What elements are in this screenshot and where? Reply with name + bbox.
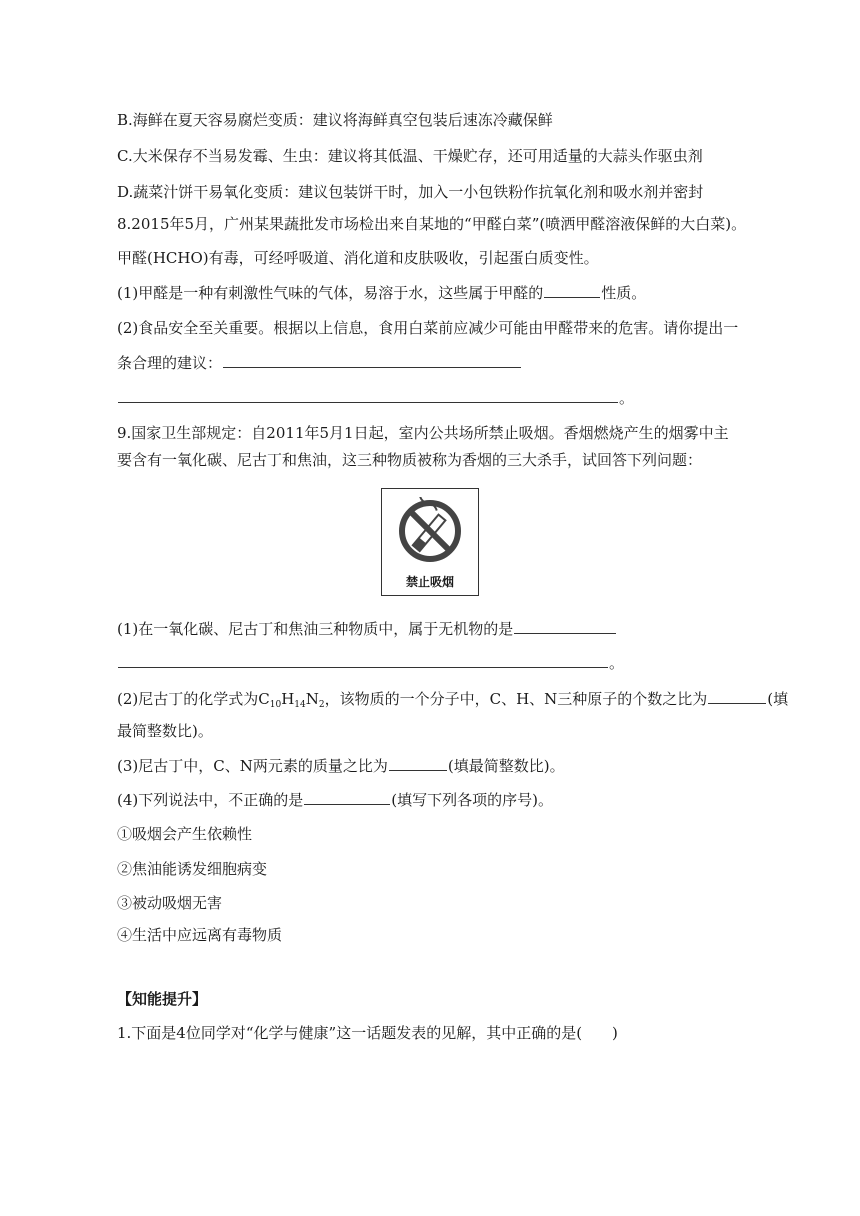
q9-part3-blank[interactable] [389,756,447,771]
q9-option-1: ①吸烟会产生依赖性 [117,825,253,843]
q9-part1-blank-2[interactable] [118,653,608,668]
q9-part1-line2 [117,653,624,673]
sign-label: 禁止吸烟 [405,575,454,589]
q8-stem-line2: 甲醛(HCHO)有毒，可经呼吸道、消化道和皮肤吸收，引起蛋白质变性。 [117,249,599,267]
option-b: B.海鲜在夏天容易腐烂变质：建议将海鲜真空包装后速冻冷藏保鲜 [117,111,553,129]
q8-part1-suffix: 性质。 [601,284,647,302]
q9-part4-blank[interactable] [304,790,390,805]
next-question: 1.下面是4位同学对“化学与健康”这一话题发表的见解，其中正确的是( ) [117,1024,618,1042]
hydrogen-letter: H [281,690,295,708]
q8-part2-blank-1[interactable] [223,353,521,368]
option-d: D.蔬菜汁饼干易氧化变质：建议包装饼干时，加入一小包铁粉作抗氧化剂和吸水剂并密封 [117,183,704,201]
nitrogen-letter: N [305,690,319,708]
q8-stem-line1: 8.2015年5月，广州某果蔬批发市场检出来自某地的“甲醛白菜”(喷洒甲醛溶液保鲜的大白菜)。 [117,215,747,233]
q9-part2-blank[interactable] [708,689,766,704]
q9-stem-line1: 9.国家卫生部规定：自2011年5月1日起，室内公共场所禁止吸烟。香烟燃烧产生的烟雾中主 [117,424,729,442]
q9-part1-period: 。 [609,654,625,672]
q8-part2-period: 。 [619,389,635,407]
hydrogen-subscript: 14 [294,700,306,710]
q8-part1 [117,283,646,303]
q9-part1 [117,619,617,639]
q9-part2-mid: ，该物质的一个分子中，C、H、N三种原子的个数之比为 [324,690,708,708]
q9-part4-suffix: (填写下列各项的序号)。 [391,791,553,809]
q9-option-2: ②焦油能诱发细胞病变 [117,860,268,878]
q9-stem-line2: 要含有一氧化碳、尼古丁和焦油，这三种物质被称为香烟的三大杀手，试回答下列问题： [117,451,703,469]
q9-option-4: ④生活中应远离有毒物质 [117,926,283,944]
q8-part1-text: (1)甲醛是一种有刺激性气味的气体，易溶于水，这些属于甲醛的 [117,284,544,302]
q9-part4-text: (4)下列说法中，不正确的是 [117,791,304,809]
option-c: C.大米保存不当易发霉、生虫：建议将其低温、干燥贮存，还可用适量的大蒜头作驱虫剂 [117,147,703,165]
q8-part1-blank[interactable] [544,283,600,298]
carbon-subscript: 10 [269,700,282,710]
q9-part2 [117,689,788,709]
q9-part3-text: (3)尼古丁中，C、N两元素的质量之比为 [117,757,388,775]
q9-part4 [117,790,553,810]
no-smoking-sign [381,488,479,596]
q8-part2-blank-2[interactable] [118,388,618,403]
q8-part2-line3 [117,388,634,408]
section-heading: 【知能提升】 [117,990,208,1008]
q8-part2-line2 [117,353,522,373]
no-smoking-icon [396,497,464,565]
q9-part3-suffix: (填最简整数比)。 [447,757,565,775]
q8-part2-label: 条合理的建议： [117,354,223,372]
q9-part1-text: (1)在一氧化碳、尼古丁和焦油三种物质中，属于无机物的是 [117,620,514,638]
q9-part3 [117,756,565,776]
q9-option-3: ③被动吸烟无害 [117,894,223,912]
q9-part2-line2: 最简整数比)。 [117,722,213,740]
q8-part2-line1: (2)食品安全至关重要。根据以上信息，食用白菜前应减少可能由甲醛带来的危害。请你提出一 [117,319,739,337]
q9-part1-blank-1[interactable] [514,619,616,634]
q9-part2-text: (2)尼古丁的化学式为C [117,690,270,708]
nitrogen-subscript: 2 [318,700,325,710]
q9-part2-suffix: (填 [767,690,789,708]
